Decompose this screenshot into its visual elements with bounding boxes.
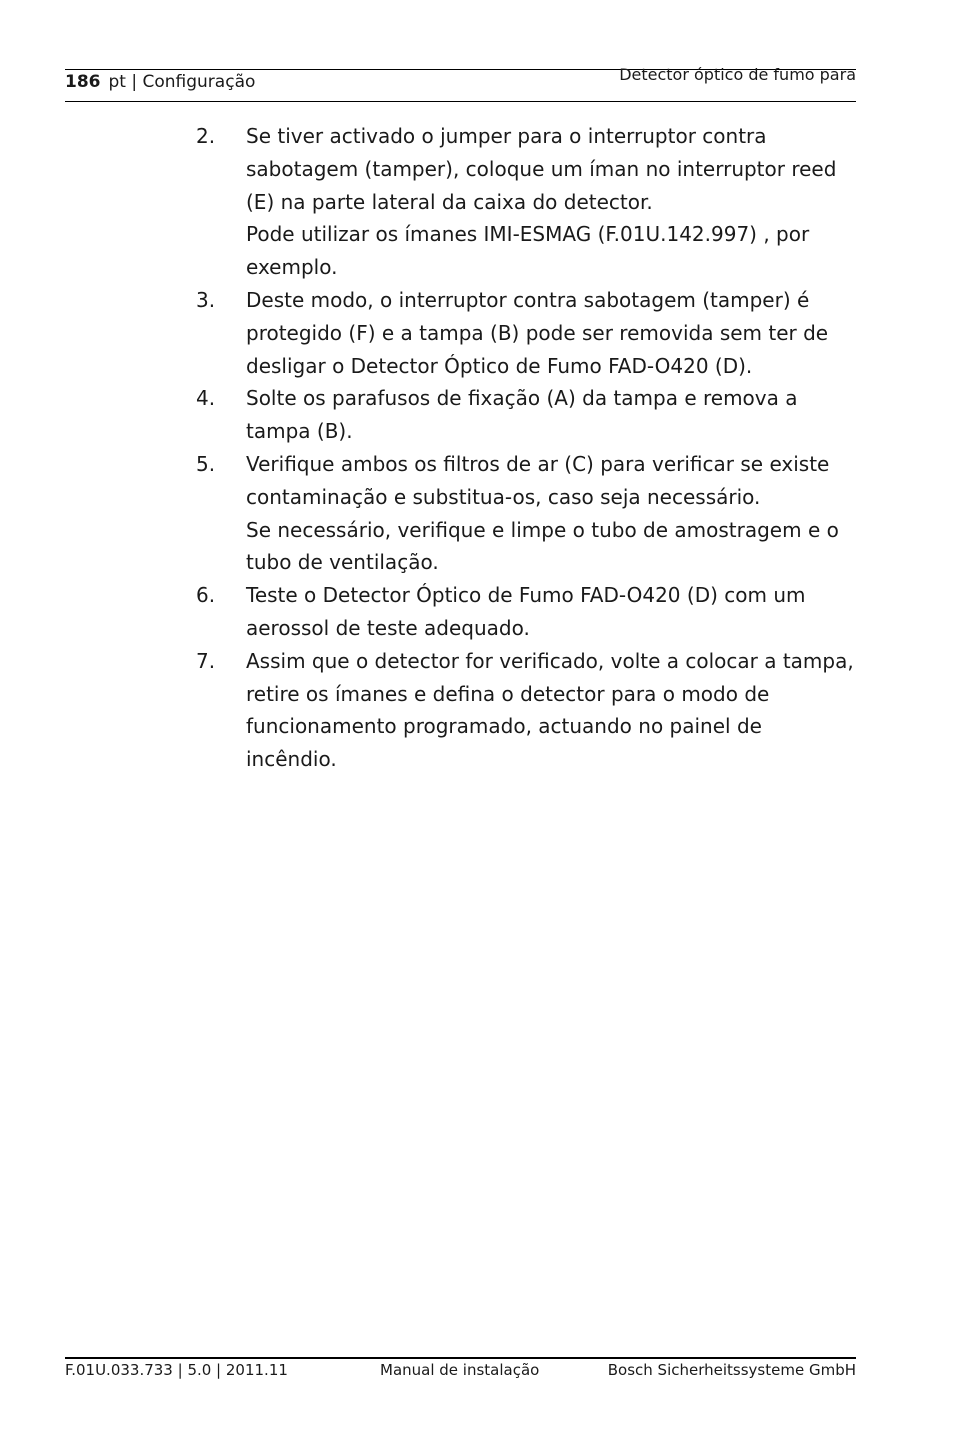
step-item [196,284,856,382]
section-label: pt | Configuração [108,72,256,92]
step-number: 5. [196,451,216,476]
step-item [196,382,856,448]
step-item [196,448,856,579]
procedure-steps [196,120,856,776]
step-item [196,645,856,776]
footer-company: Bosch Sicherheitssysteme GmbH [607,1361,856,1379]
step-text: Se necessário, verifique e limpe o tubo de amostragem e o tubo de ventilação. [246,517,839,575]
page-number: 186 [65,72,101,92]
step-text: Verifique ambos os filtros de ar (C) para verificar se existe contaminação e substitua-os, caso seja necessário. [246,451,830,509]
step-text: Solte os parafusos de fixação (A) da tampa e remova a tampa (B). [246,386,798,444]
step-number: 4. [196,386,216,411]
step-number: 6. [196,583,216,608]
step-text: Pode utilizar os ímanes IMI-ESMAG (F.01U.142.997) , por exemplo. [246,222,810,280]
step-number: 3. [196,287,216,312]
footer-rule [65,1357,856,1359]
step-text: Deste modo, o interruptor contra sabotagem (tamper) é protegido (F) e a tampa (B) pode ser removida sem ter de desligar o Detector Óptico de Fumo FAD-O420 (D). [246,287,829,378]
step-item [196,579,856,645]
step-text: Assim que o detector for verificado, volte a colocar a tampa, retire os ímanes e defina o detector para o modo de funcionamento programado, actuando no painel de incêndio. [246,648,854,772]
step-number: 2. [196,124,216,148]
header-left [65,71,255,93]
step-number: 7. [196,648,216,673]
step-text: Se tiver activado o jumper para o interruptor contra sabotagem (tamper), coloque um íman no interruptor reed (E) na parte lateral da caixa do detector. [246,124,837,214]
header-bottom-rule [65,101,856,102]
footer-manual-type: Manual de instalação [380,1361,540,1379]
step-text: Teste o Detector Óptico de Fumo FAD-O420 (D) com um aerossol de teste adequado. [246,583,806,640]
step-item [196,120,856,284]
document-title: Detector óptico de fumo para [619,65,856,84]
footer-doc-ref: F.01U.033.733 | 5.0 | 2011.11 [65,1361,288,1379]
